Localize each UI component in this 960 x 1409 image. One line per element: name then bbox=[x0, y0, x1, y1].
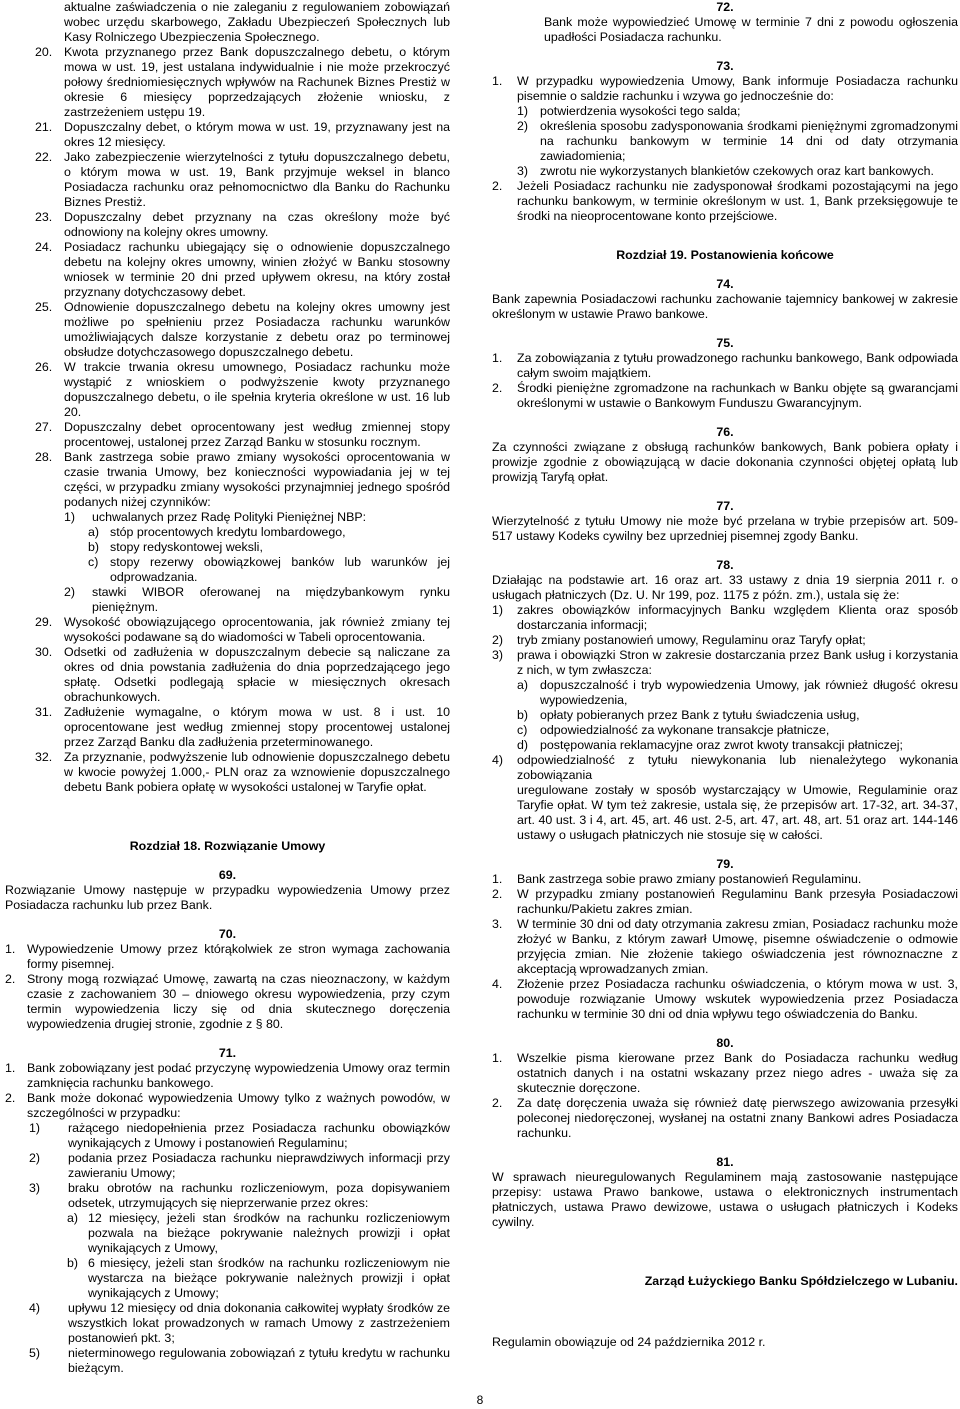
item-text: Bank zastrzega sobie prawo zmiany postanowień Regulaminu. bbox=[517, 872, 862, 886]
section-78-sub-item bbox=[492, 603, 958, 633]
section-71-heading: 71. bbox=[218, 1046, 237, 1060]
item-number: 1. bbox=[492, 872, 503, 886]
section-79-item bbox=[492, 977, 958, 1022]
section-79-item bbox=[492, 872, 958, 887]
nbp-rates-list bbox=[5, 525, 450, 585]
item-text: nieterminowego regulowania zobowiązań z tytułu kredytu w rachunku bieżącym. bbox=[68, 1346, 450, 1375]
chapter-19-heading: Rozdział 19. Postanowienia końcowe bbox=[616, 248, 834, 262]
item-text: rażącego niedopełnienia przez Posiadacza rachunku obowiązków wynikających z Umowy i postanowień Regulaminu; bbox=[68, 1121, 450, 1150]
item-text: Odnowienie dopuszczalnego debetu na kolejny okres umowny jest możliwe po spełnieniu przez Posiadacza rachunku warunków umożliwiających dalsze korzystanie z debetu oraz po terminowej obsłudze dotychczasowego dopuszczalnego debetu. bbox=[64, 300, 450, 359]
section-78-sub-item bbox=[492, 633, 958, 648]
item-number: a) bbox=[88, 525, 100, 539]
section-73-sub-item bbox=[492, 119, 958, 164]
numbered-clause bbox=[5, 645, 450, 705]
item-number: c) bbox=[517, 723, 528, 737]
item-number: a) bbox=[517, 678, 529, 692]
section-71-item-2: 2. Bank może dokonać wypowiedzenia Umowy tylko z ważnych powodów, w szczególności w przypadku: bbox=[5, 1091, 450, 1120]
numbered-clause bbox=[5, 240, 450, 300]
section-80-heading: 80. bbox=[716, 1036, 734, 1050]
section-78-rights-list bbox=[492, 678, 958, 753]
debit-clauses-list bbox=[5, 45, 450, 510]
item-text: opłaty pobieranych przez Bank z tytułu świadczenia usług, bbox=[540, 708, 860, 722]
section-80-item bbox=[492, 1096, 958, 1141]
section-78-right-item bbox=[492, 723, 958, 738]
numbered-clause bbox=[5, 45, 450, 120]
item-text: tryb zmiany postanowień umowy, Regulaminu oraz Taryfy opłat; bbox=[517, 633, 866, 647]
section-75-heading: 75. bbox=[716, 336, 734, 350]
item-text: zwrotu nie wykorzystanych blankietów czekowych oraz kart bankowych. bbox=[540, 164, 934, 178]
section-78-heading: 78. bbox=[716, 558, 734, 572]
numbered-clause bbox=[5, 150, 450, 210]
section-78-text: Działając na podstawie art. 16 oraz art. 33 ustawy z dnia 19 sierpnia 2011 r. o usługach płatniczych (Dz. U. Nr 199, poz. 1175 z późn. zm.), ustala się że: bbox=[492, 573, 958, 602]
section-78-right-item bbox=[492, 738, 958, 753]
section-75-item bbox=[492, 381, 958, 411]
termination-reason bbox=[5, 1151, 450, 1181]
item-text: Jako zabezpieczenie wierzytelności z tytułu dopuszczalnego debetu, o którym mowa w ust. 19, Bank przyjmuje weksel in blanco Posiadacza rachunku oraz pełnomocnictwo dla Banku do Rachunku Biznes Prestiż. bbox=[64, 150, 450, 209]
rate-item bbox=[5, 540, 450, 555]
rate-item bbox=[5, 525, 450, 540]
numbered-clause bbox=[5, 750, 450, 795]
section-73-item-2: 2. Jeżeli Posiadacz rachunku nie zadysponował środkami pozostającymi na jego rachunku bankowym, w terminie określonym w ust. 1, Bank przeksięgowuje te środki na nieoprocentowane konto przejściowe. bbox=[492, 179, 958, 223]
section-75-item bbox=[492, 351, 958, 381]
termination-reason bbox=[5, 1301, 450, 1346]
numbered-clause bbox=[5, 705, 450, 750]
item-number: 2) bbox=[29, 1151, 41, 1165]
termination-reason bbox=[5, 1181, 450, 1211]
item-number: 3) bbox=[29, 1181, 41, 1195]
section-78-tail: uregulowane zostały w sposób wystarczający w Umowie, Regulaminie oraz Taryfie opłat. W tym też zakresie, ustala się, że przepisów art. 17-32, art. 34-37, art. 40 ust. 3 i 4, art. 45, art. 46 ust. 2-5, art. 47, art. 48, art. 51 oraz art. 144-146 ustawy o usługach płatniczych nie stosuje się w całości. bbox=[517, 783, 958, 842]
section-69-heading: 69. bbox=[218, 868, 237, 882]
item-text: Bank zastrzega sobie prawo zmiany wysokości oprocentowania w czasie trwania Umowy, bez konieczności wypowiadania jej w tej części, w przypadku zmiany wysokości przynajmniej jednego spośród podanych niżej czynników: bbox=[64, 450, 450, 509]
section-72-text: Bank może wypowiedzieć Umowę w terminie 7 dni z powodu ogłoszenia upadłości Posiadacza rachunku. bbox=[544, 15, 958, 44]
item-text: Strony mogą rozwiązać Umowę, zawartą na czas nieoznaczony, w każdym czasie z zachowaniem 30 – dniowego okresu wypowiedzenia, przy czym termin wypowiedzenia liczy się od dnia skutecznego doręczenia wypowiedzenia drugiej stronie, zgodnie z § 80. bbox=[27, 972, 450, 1031]
item-text: postępowania reklamacyjne oraz zwrot kwoty transakcji płatniczej; bbox=[540, 738, 903, 752]
section-80-item bbox=[492, 1051, 958, 1096]
item-text: Za datę doręczenia uważa się również datę pierwszego awizowania przesyłki poleconej niedoręczonej, wysłanej na ostatni znany Bankowi adres Posiadacza rachunku. bbox=[517, 1096, 958, 1140]
item-number: 25. bbox=[35, 300, 53, 314]
section-70-list bbox=[5, 942, 450, 1032]
section-73-sub-item bbox=[492, 164, 958, 179]
item-text: potwierdzenia wysokości tego salda; bbox=[540, 104, 741, 118]
effective-date-note: Regulamin obowiązuje od 24 października 2012 r. bbox=[492, 1335, 766, 1349]
item-text: Środki pieniężne zgromadzone na rachunkach w Banku objęte są gwarancjami określonymi w ustawie o Bankowym Funduszu Gwarancyjnym. bbox=[517, 381, 958, 410]
item-number: 23. bbox=[35, 210, 53, 224]
termination-reasons-list bbox=[5, 1121, 450, 1376]
item-number: 2. bbox=[492, 381, 503, 395]
item-number: 26. bbox=[35, 360, 53, 374]
item-number: 30. bbox=[35, 645, 53, 659]
numbered-clause bbox=[5, 450, 450, 510]
numbered-clause bbox=[5, 210, 450, 240]
chapter-18-heading: Rozdział 18. Rozwiązanie Umowy bbox=[129, 839, 326, 853]
item-text: 12 miesięcy, jeżeli stan środków na rachunku rozliczeniowym pozwala na bieżące pokrywanie należnych prowizji i opłat wynikających z Umowy, bbox=[88, 1211, 450, 1255]
termination-reason bbox=[5, 1121, 450, 1151]
item-number: 2. bbox=[5, 972, 16, 986]
section-76-text: Za czynności związane z obsługą rachunków bankowych, Bank pobiera opłaty i prowizje zgodnie z obowiązującą w dacie dokonania czynności objętej opłatą lub prowizją Taryfą opłat. bbox=[492, 440, 958, 484]
item-text: prawa i obowiązki Stron w zakresie dostarczania przez Bank usług i korzystania z nich, w tym zwłaszcza: bbox=[517, 648, 958, 677]
section-77-text: Wierzytelność z tytułu Umowy nie może być przelana w trybie przepisów art. 509-517 ustawy Kodeks cywilny bez uprzedniej pisemnej zgody Banku. bbox=[492, 514, 958, 543]
section-75-list bbox=[492, 351, 958, 411]
termination-reason bbox=[5, 1346, 450, 1376]
item-number: 1) bbox=[29, 1121, 41, 1135]
item-number: 2. bbox=[492, 1096, 503, 1110]
item-number: 1. bbox=[5, 942, 16, 956]
section-80-list bbox=[492, 1051, 958, 1141]
item-number: 1) bbox=[492, 603, 504, 617]
item-text: Posiadacz rachunku ubiegający się o odnowienie dopuszczalnego debetu na kolejny okres umowny, winien złożyć w Banku stosowny wniosek w terminie 20 dni przed upływem okresu, na który został przyznany dotychczasowy debet. bbox=[64, 240, 450, 299]
section-81-heading: 81. bbox=[716, 1155, 734, 1169]
item-text: Zadłużenie wymagalne, o którym mowa w ust. 8 i ust. 10 oprocentowane jest według zmiennej stopy procentowej ustalonej przez Zarząd Banku dla zadłużenia przeterminowanego. bbox=[64, 705, 450, 749]
item-text: Wysokość obowiązującego oprocentowania, jak również zmiany tej wysokości podawane są do wiadomości w Tabeli oprocentowania. bbox=[64, 615, 450, 644]
item-number: 21. bbox=[35, 120, 53, 134]
item-text: 6 miesięcy, jeżeli stan środków na rachunku rozliczeniowym nie wystarcza na bieżące pokrywanie należnych prowizji i opłat wynikających z Umowy; bbox=[88, 1256, 450, 1300]
numbered-clause bbox=[5, 300, 450, 360]
item-number: 3. bbox=[492, 917, 503, 931]
section-78-sub-item bbox=[492, 648, 958, 678]
item-number: a) bbox=[67, 1211, 79, 1225]
item-text: Dopuszczalny debet, o którym mowa w ust. 19, przyznawany jest na okres 12 miesięcy. bbox=[64, 120, 450, 149]
item-text: zakres obowiązków informacyjnych Banku względem Klienta oraz sposób dostarczania informacji; bbox=[517, 603, 958, 632]
section-81-text: W sprawach nieuregulowanych Regulaminem mają zastosowanie następujące przepisy: ustawa Prawo bankowe, ustawa o elektronicznych instrumentach płatniczych, ustawa Prawo dewizowe, ustawa o usługach płatniczych i Kodeks cywilny. bbox=[492, 1170, 958, 1229]
item-number: b) bbox=[88, 540, 100, 554]
section-70-heading: 70. bbox=[218, 927, 237, 941]
numbered-clause bbox=[5, 420, 450, 450]
item-text: Wypowiedzenie Umowy przez którąkolwiek ze stron wymaga zachowania formy pisemnej. bbox=[27, 942, 450, 971]
item-text: stopy rezerwy obowiązkowej banków lub warunków jej odprowadzania. bbox=[110, 555, 450, 584]
item-number: 2. bbox=[492, 887, 503, 901]
item-number: 32. bbox=[35, 750, 53, 764]
continued-item: aktualne zaświadczenia o nie zaleganiu z regulowaniem zobowiązań wobec urzędu skarbowego, Zakładu Ubezpieczeń Społecznych lub Kasy Rolniczego Ubezpieczenia Społecznego. bbox=[64, 0, 450, 44]
item-number: 22. bbox=[35, 150, 53, 164]
item-number: d) bbox=[517, 738, 529, 752]
item-text: Wszelkie pisma kierowane przez Bank do Posiadacza rachunku według ostatnich danych i na ostatni wskazany przez niego adres - uważa się za skutecznie doręczone. bbox=[517, 1051, 958, 1095]
item-text: W trakcie trwania okresu umownego, Posiadacz rachunku może wystąpić z wnioskiem o podwyższenie kwoty przyznanego dopuszczalnego debetu, o ile spełnia kryteria określone w ust. 16 lub 20. bbox=[64, 360, 450, 419]
item-number: 2) bbox=[517, 119, 529, 133]
section-78-sublist bbox=[492, 603, 958, 678]
item-text: Kwota przyznanego przez Bank dopuszczalnego debetu, o którym mowa w ust. 19, jest ustalana indywidualnie i nie może przekroczyć połowy średniomiesięcznych wpływów na Rachunek Biznes Prestiż w okresie 6 miesięcy poprzedzających złożenie wniosku, z zastrzeżeniem ustępu 19. bbox=[64, 45, 450, 119]
board-signature: Zarząd Łużyckiego Banku Spółdzielczego w Lubaniu. bbox=[644, 1274, 958, 1288]
item-text: Za zobowiązania z tytułu prowadzonego rachunku bankowego, Bank odpowiada całym swoim majątkiem. bbox=[517, 351, 958, 380]
item-number: 3) bbox=[492, 648, 504, 662]
item-number: 24. bbox=[35, 240, 53, 254]
item-number: c) bbox=[88, 555, 99, 569]
section-78-right-item bbox=[492, 678, 958, 708]
item-number: 20. bbox=[35, 45, 53, 59]
item-text: W przypadku zmiany postanowień Regulaminu Bank przesyła Posiadaczowi rachunku/Pakietu zakres zmian. bbox=[517, 887, 958, 916]
item-number: b) bbox=[517, 708, 529, 722]
item-text: podania przez Posiadacza rachunku nieprawdziwych informacji przy zawieraniu Umowy; bbox=[68, 1151, 450, 1180]
rate-item bbox=[5, 555, 450, 585]
section-74-heading: 74. bbox=[716, 277, 734, 291]
item-text: Dopuszczalny debet przyznany na czas określony może być odnowiony na kolejny okres umowny. bbox=[64, 210, 450, 239]
section-78-right-item bbox=[492, 708, 958, 723]
page-number: 8 bbox=[476, 1393, 484, 1407]
item-text: dopuszczalność i tryb wypowiedzenia Umowy, jak również długość okresu wypowiedzenia, bbox=[540, 678, 958, 707]
section-70-item bbox=[5, 942, 450, 972]
item-text: Za przyznanie, podwyższenie lub odnowienie dopuszczalnego debetu w kwocie powyżej 1.000,- PLN oraz za wznowienie dopuszczalnego debetu Bank pobiera opłatę w wysokości ustalonej w Taryfie opłat. bbox=[64, 750, 450, 794]
section-73-sublist bbox=[492, 104, 958, 179]
item-text: stopy redyskontowej weksli, bbox=[110, 540, 263, 554]
item-number: 28. bbox=[35, 450, 53, 464]
item-text: Odsetki od zadłużenia w dopuszczalnym debecie są naliczane za okres od dnia powstania zadłużenia do dnia poprzedzającego jego spłatę. Odsetki podlegają spłacie w miesięcznych okresach obrachunkowych. bbox=[64, 645, 450, 704]
item-text: braku obrotów na rachunku rozliczeniowym, poza dopisywaniem odsetek, utrzymujących się nieprzerwanie przez okres: bbox=[68, 1181, 450, 1210]
item-text: Złożenie przez Posiadacza rachunku oświadczenia, o którym mowa w ust. 3, powoduje rozwiązanie Umowy wskutek wypowiedzenia przez Posiadacza rachunku w terminie 30 dni od dnia wpływu tego oświadczenia do Banku. bbox=[517, 977, 958, 1021]
item-number: 3) bbox=[517, 164, 529, 178]
item-number: b) bbox=[67, 1256, 79, 1270]
item-text: W terminie 30 dni od daty otrzymania zakresu zmian, Posiadacz rachunku może złożyć w Banku, z którym zawarł Umowę, pisemne oświadczenie o odmowie przyjęcia zmian. Nie złożenie takiego oświadczenia jest równoznaczne z akceptacją wprowadzanych zmian. bbox=[517, 917, 958, 976]
section-79-item bbox=[492, 917, 958, 977]
item-number: 4) bbox=[29, 1301, 41, 1315]
numbered-clause bbox=[5, 360, 450, 420]
item-text: Dopuszczalny debet oprocentowany jest według zmiennej stopy procentowej, ustalonej przez Zarząd Banku w stosunku rocznym. bbox=[64, 420, 450, 449]
item-number: 29. bbox=[35, 615, 53, 629]
section-79-item bbox=[492, 887, 958, 917]
item-number: 1. bbox=[492, 351, 503, 365]
section-73-item-1: 1. W przypadku wypowiedzenia Umowy, Bank informuje Posiadacza rachunku pisemnie o saldzie rachunku i wzywa go jednocześnie do: bbox=[492, 74, 958, 103]
factor-1: 1) uchwalanych przez Radę Polityki Pieniężnej NBP: bbox=[64, 510, 367, 524]
left-column bbox=[5, 0, 450, 1376]
section-76-heading: 76. bbox=[716, 425, 734, 439]
section-70-item bbox=[5, 972, 450, 1032]
item-number: 1) bbox=[517, 104, 529, 118]
section-74-text: Bank zapewnia Posiadaczowi rachunku zachowanie tajemnicy bankowej w zakresie określonym w ustawie Prawo bankowe. bbox=[492, 292, 958, 321]
inactivity-period bbox=[5, 1211, 450, 1256]
interest-clauses-list bbox=[5, 615, 450, 795]
item-number: 27. bbox=[35, 420, 53, 434]
right-column bbox=[492, 0, 958, 1350]
section-79-list bbox=[492, 872, 958, 1022]
item-number: 1. bbox=[492, 1051, 503, 1065]
section-77-heading: 77. bbox=[716, 499, 734, 513]
item-number: 5) bbox=[29, 1346, 41, 1360]
item-text: upływu 12 miesięcy od dnia dokonania całkowitej wypłaty środków ze wszystkich lokat prowadzonych w ramach Umowy z zastrzeżeniem postanowień pkt. 3; bbox=[68, 1301, 450, 1345]
section-73-heading: 73. bbox=[716, 59, 734, 73]
section-71-item-1: 1. Bank zobowiązany jest podać przyczynę wypowiedzenia Umowy oraz termin zamknięcia rachunku bankowego. bbox=[5, 1061, 450, 1090]
section-79-heading: 79. bbox=[716, 857, 734, 871]
item-text: określenia sposobu zadysponowania środkami pieniężnymi zgromadzonymi na rachunku bankowym w terminie 14 dni od daty otrzymania zawiadomienia; bbox=[540, 119, 958, 163]
factor-2: 2) stawki WIBOR oferowanej na międzybankowym rynku pieniężnym. bbox=[64, 585, 450, 614]
item-text: stóp procentowych kredytu lombardowego, bbox=[110, 525, 346, 539]
item-number: 2) bbox=[492, 633, 504, 647]
section-78-sub-4: 4) odpowiedzialność z tytułu niewykonania lub nienależytego wykonania zobowiązania bbox=[492, 753, 958, 782]
item-number: 4. bbox=[492, 977, 503, 991]
numbered-clause bbox=[5, 120, 450, 150]
section-72-heading: 72. bbox=[716, 0, 734, 14]
section-73-sub-item bbox=[492, 104, 958, 119]
inactivity-period bbox=[5, 1256, 450, 1301]
item-number: 31. bbox=[35, 705, 53, 719]
item-text: odpowiedzialność za wykonane transakcje płatnicze, bbox=[540, 723, 830, 737]
numbered-clause bbox=[5, 615, 450, 645]
section-69-text: Rozwiązanie Umowy następuje w przypadku wypowiedzenia Umowy przez Posiadacza rachunku lub przez Bank. bbox=[5, 883, 450, 912]
